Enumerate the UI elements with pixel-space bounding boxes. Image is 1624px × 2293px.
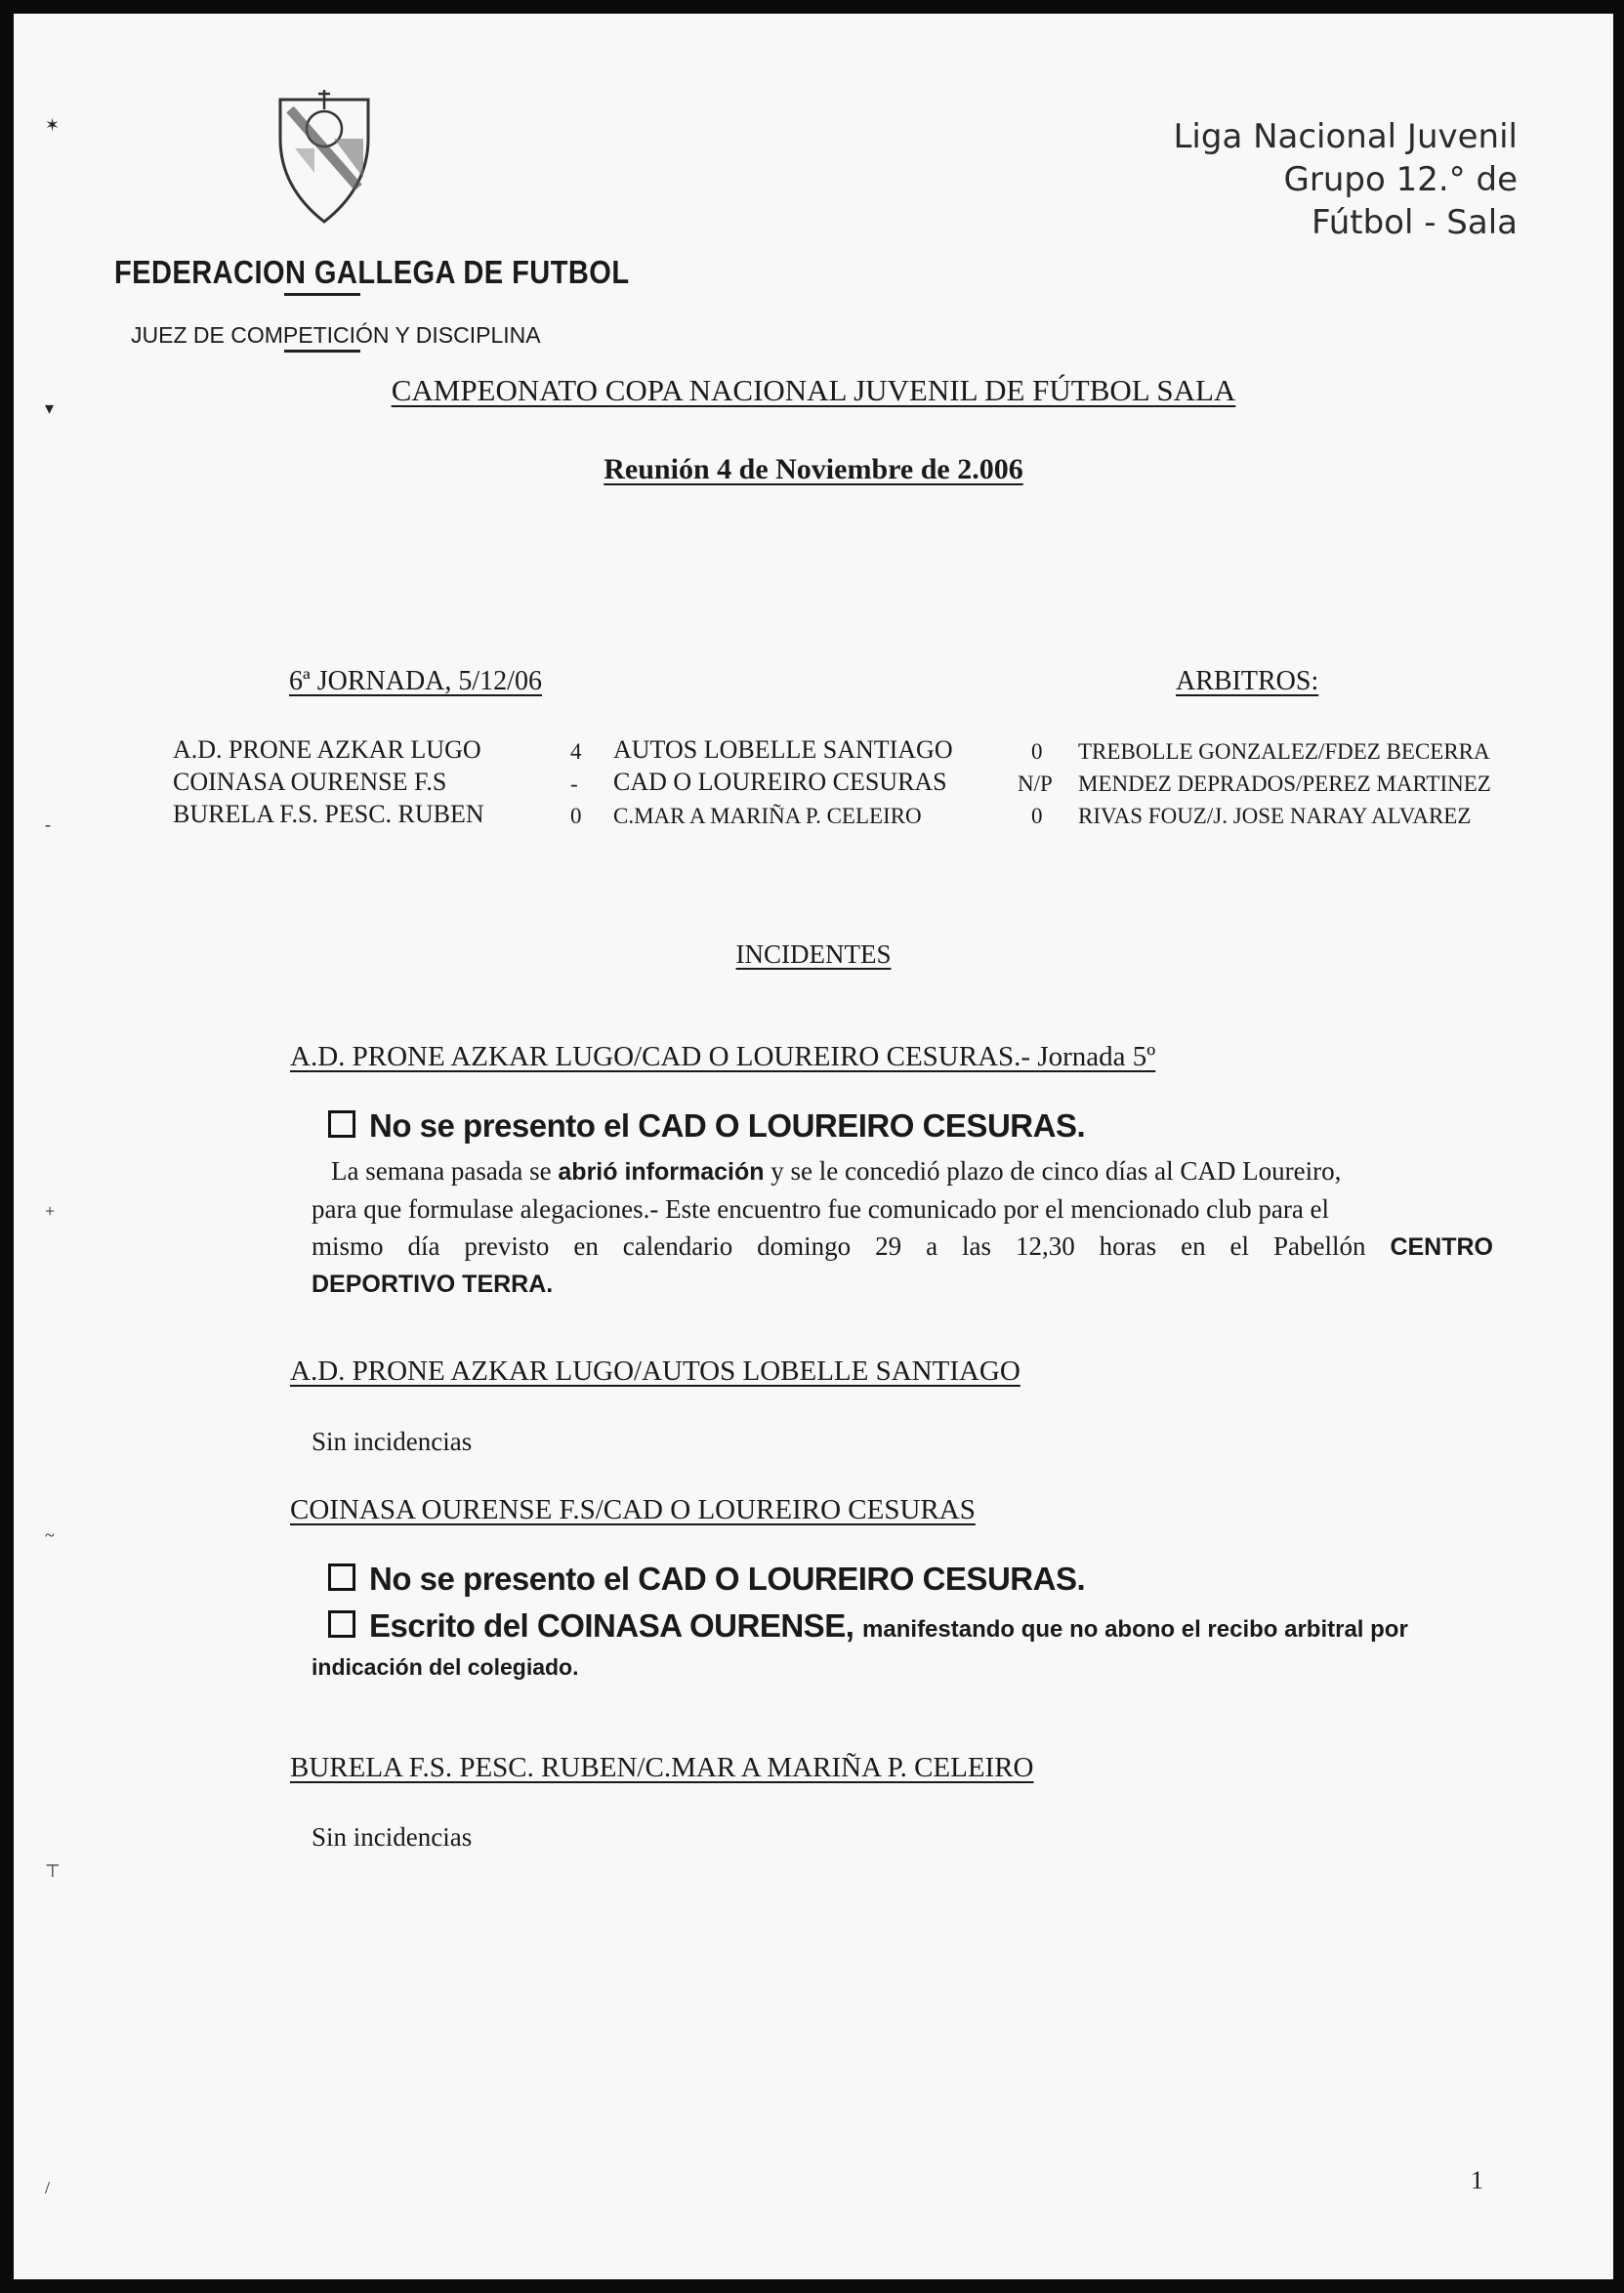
table-cell: 0 [570, 804, 582, 828]
section-title: BURELA F.S. PESC. RUBEN/C.MAR A MARIÑA P. CELEIRO [290, 1752, 1034, 1783]
checkbox-icon [328, 1110, 355, 1138]
league-info [1173, 115, 1518, 244]
table-cell: 0 [1031, 739, 1043, 764]
incident-text: Sin incidencias [312, 1427, 473, 1456]
incident-item: No se presento el CAD O LOUREIRO CESURAS. [328, 1561, 1085, 1598]
paragraph-line: para que formulase alegaciones.- Este encuentro fue comunicado por el mencionado club para el [312, 1194, 1330, 1224]
margin-mark: - [45, 814, 51, 834]
federation-name: FEDERACION GALLEGA DE FUTBOL [114, 254, 630, 290]
incident-text: Sin incidencias [312, 1822, 473, 1852]
league-line: Fútbol - Sala [1312, 203, 1518, 242]
paragraph-line: DEPORTIVO TERRA. [312, 1271, 554, 1298]
table-cell: RIVAS FOUZ/J. JOSE NARAY ALVAREZ [1078, 804, 1472, 828]
checkbox-icon [328, 1563, 355, 1591]
page-number: 1 [1471, 2166, 1483, 2194]
margin-mark: ~ [45, 1525, 55, 1545]
margin-mark: + [45, 1201, 56, 1221]
section-title: COINASA OURENSE F.S/CAD O LOUREIRO CESURAS [290, 1494, 976, 1525]
table-cell: MENDEZ DEPRADOS/PEREZ MARTINEZ [1078, 771, 1491, 796]
checkbox-icon [328, 1610, 355, 1638]
table-cell: N/P [1018, 771, 1053, 796]
table-cell: BURELA F.S. PESC. RUBEN [173, 800, 484, 828]
section-title: A.D. PRONE AZKAR LUGO/CAD O LOUREIRO CESURAS.- Jornada 5º [290, 1041, 1156, 1072]
table-cell: CAD O LOUREIRO CESURAS [613, 768, 947, 796]
incident-item: No se presento el CAD O LOUREIRO CESURAS. [328, 1107, 1085, 1145]
document-title: CAMPEONATO COPA NACIONAL JUVENIL DE FÚTBOL SALA [391, 373, 1236, 407]
paragraph-line: La semana pasada se abrió información y se le concedió plazo de cinco días al CAD Loureiro, [331, 1156, 1342, 1186]
margin-mark: ✶ [45, 115, 61, 135]
document-subtitle: Reunión 4 de Noviembre de 2.006 [604, 453, 1023, 485]
table-cell: 4 [570, 739, 582, 764]
incident-text: indicación del colegiado. [312, 1654, 579, 1680]
divider [284, 293, 360, 296]
document-page [14, 14, 1613, 2279]
incident-paragraph [312, 1152, 1493, 1303]
section-title: A.D. PRONE AZKAR LUGO/AUTOS LOBELLE SANTIAGO [290, 1355, 1020, 1387]
margin-mark: / [45, 2178, 51, 2197]
table-cell: TREBOLLE GONZALEZ/FDEZ BECERRA [1078, 739, 1490, 764]
table-cell: 0 [1031, 804, 1043, 828]
table-cell: COINASA OURENSE F.S [173, 768, 447, 796]
league-line: Liga Nacional Juvenil [1173, 117, 1518, 156]
incident-item: Escrito del COINASA OURENSE, manifestando que no abono el recibo arbitral por [328, 1607, 1408, 1645]
table-cell: - [570, 771, 578, 796]
incidents-heading: INCIDENTES [735, 939, 892, 969]
margin-mark: ▾ [45, 398, 55, 418]
league-line: Grupo 12.° de [1283, 160, 1518, 199]
margin-mark: ⊤ [45, 1861, 61, 1881]
jornada-label: 6ª JORNADA, 5/12/06 [289, 666, 542, 696]
referees-label: ARBITROS: [1176, 666, 1319, 696]
table-cell: C.MAR A MARIÑA P. CELEIRO [613, 804, 922, 828]
federation-crest-logo [275, 80, 373, 227]
paragraph-line: mismo día previsto en calendario domingo 29 a las 12,30 horas en el Pabellón CENTRO [312, 1231, 1494, 1261]
table-cell: AUTOS LOBELLE SANTIAGO [613, 735, 953, 764]
table-cell: A.D. PRONE AZKAR LUGO [173, 735, 481, 764]
divider [284, 350, 360, 353]
judge-title: JUEZ DE COMPETICIÓN Y DISCIPLINA [131, 322, 541, 348]
